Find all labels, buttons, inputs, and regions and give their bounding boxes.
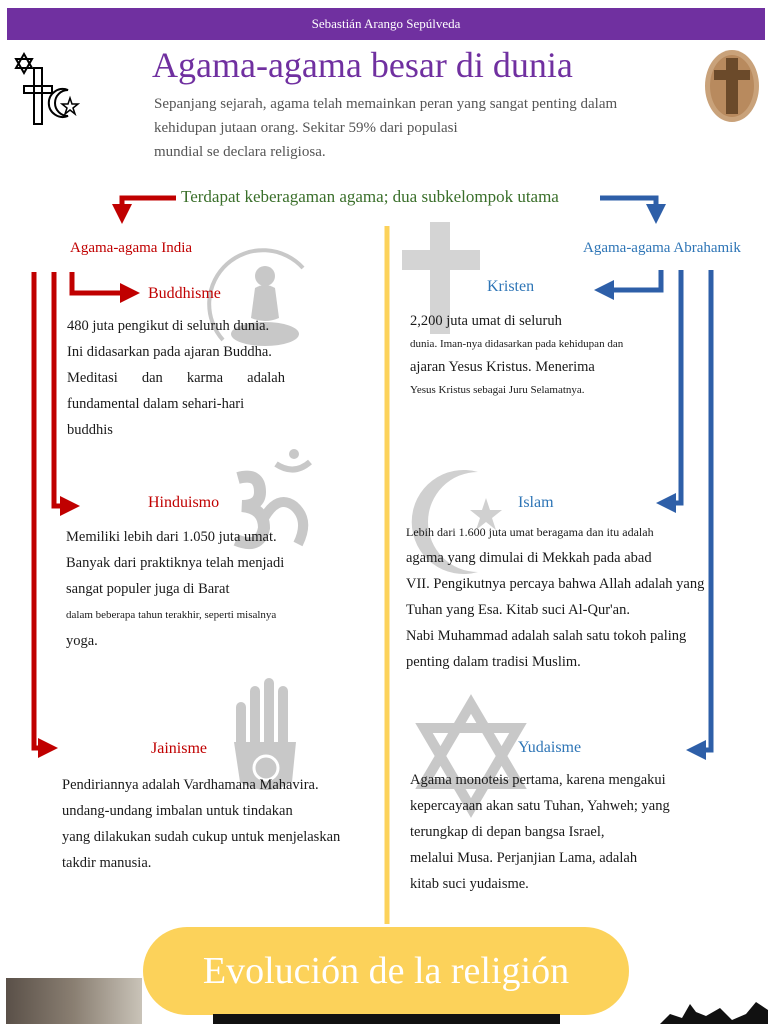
hinduism-title: Hinduismo: [148, 494, 220, 511]
text-line: buddhis: [67, 422, 113, 438]
text-line: undang-undang imbalan untuk tindakan: [62, 803, 293, 819]
text-line: yang dilakukan sudah cukup untuk menjelaskan: [62, 829, 341, 845]
text-line: Lebih dari 1.600 juta umat beragama dan itu adalah: [406, 525, 654, 539]
text-line: Agama monoteis pertama, karena mengakui: [410, 772, 666, 788]
text-line: sangat populer juga di Barat: [66, 581, 230, 597]
author-bar: Sebastián Arango Sepúlveda: [7, 8, 765, 40]
text-line: fundamental dalam sehari-hari: [67, 396, 245, 412]
evolution-banner: Evolución de la religión: [143, 927, 629, 1015]
text-line: [67, 365, 285, 391]
text-line: Tuhan yang Esa. Kitab suci Al-Qur'an.: [406, 602, 630, 618]
text-line: yoga.: [66, 633, 98, 649]
text-line: Ini didasarkan pada ajaran Buddha.: [67, 344, 272, 360]
hinduism-text: [66, 524, 284, 654]
page-title: Agama-agama besar di dunia: [152, 45, 573, 85]
jainism-text: [62, 772, 340, 876]
word: Meditasi: [67, 370, 118, 386]
intro-line: kehidupan jutaan orang. Sekitar 59% dari populasi: [154, 120, 458, 136]
text-line: agama yang dimulai di Mekkah pada abad: [406, 550, 652, 566]
buddhism-text: [67, 313, 285, 443]
judaism-text: [410, 767, 670, 897]
text-line: penting dalam tradisi Muslim.: [406, 654, 581, 670]
center-statement: Terdapat keberagaman agama; dua subkelompok utama: [181, 187, 559, 206]
text-line: Banyak dari praktiknya telah menjadi: [66, 555, 285, 571]
judaism-title: Yudaisme: [518, 739, 582, 756]
abrahamic-religions-label: Agama-agama Abrahamik: [583, 240, 741, 256]
text-line: 2,200 juta umat di seluruh: [410, 313, 562, 329]
text-line: melalui Musa. Perjanjian Lama, adalah: [410, 850, 638, 866]
text-line: Pendiriannya adalah Vardhamana Mahavira.: [62, 777, 319, 793]
word: karma: [186, 370, 224, 386]
word: adalah: [247, 370, 285, 386]
text-line: Yesus Kristus sebagai Juru Selamatnya.: [410, 384, 585, 396]
text-line: dalam beberapa tahun terakhir, seperti misalnya: [66, 609, 277, 621]
text-line: dunia. Iman-nya didasarkan pada kehidupan dan: [410, 338, 624, 350]
word: dan: [141, 370, 163, 386]
text-line: kepercayaan akan satu Tuhan, Yahweh; yang: [410, 798, 670, 814]
bottom-left-photo: [6, 978, 142, 1024]
christianity-text: [410, 308, 623, 400]
bottom-right-silhouette: [660, 996, 768, 1024]
text-line: ajaran Yesus Kristus. Menerima: [410, 359, 595, 375]
indian-religions-label: Agama-agama India: [70, 240, 193, 256]
islam-text: [406, 519, 704, 675]
text-line: kitab suci yudaisme.: [410, 876, 529, 892]
buddhism-title: Buddhisme: [148, 285, 221, 302]
text-line: terungkap di depan bangsa Israel,: [410, 824, 605, 840]
bottom-center-image: [213, 1014, 560, 1024]
jainism-title: Jainisme: [151, 740, 207, 757]
intro-line: Sepanjang sejarah, agama telah memainkan peran yang sangat penting dalam: [154, 96, 618, 112]
christianity-title: Kristen: [487, 278, 535, 295]
text-line: Nabi Muhammad adalah salah satu tokoh paling: [406, 628, 687, 644]
text-line: Memiliki lebih dari 1.050 juta umat.: [66, 529, 277, 545]
text-line: takdir manusia.: [62, 855, 152, 871]
intro-line: mundial se declara religiosa.: [154, 144, 326, 160]
text-line: VII. Pengikutnya percaya bahwa Allah adalah yang: [406, 576, 705, 592]
text-line: 480 juta pengikut di seluruh dunia.: [67, 318, 270, 334]
islam-title: Islam: [518, 494, 554, 511]
